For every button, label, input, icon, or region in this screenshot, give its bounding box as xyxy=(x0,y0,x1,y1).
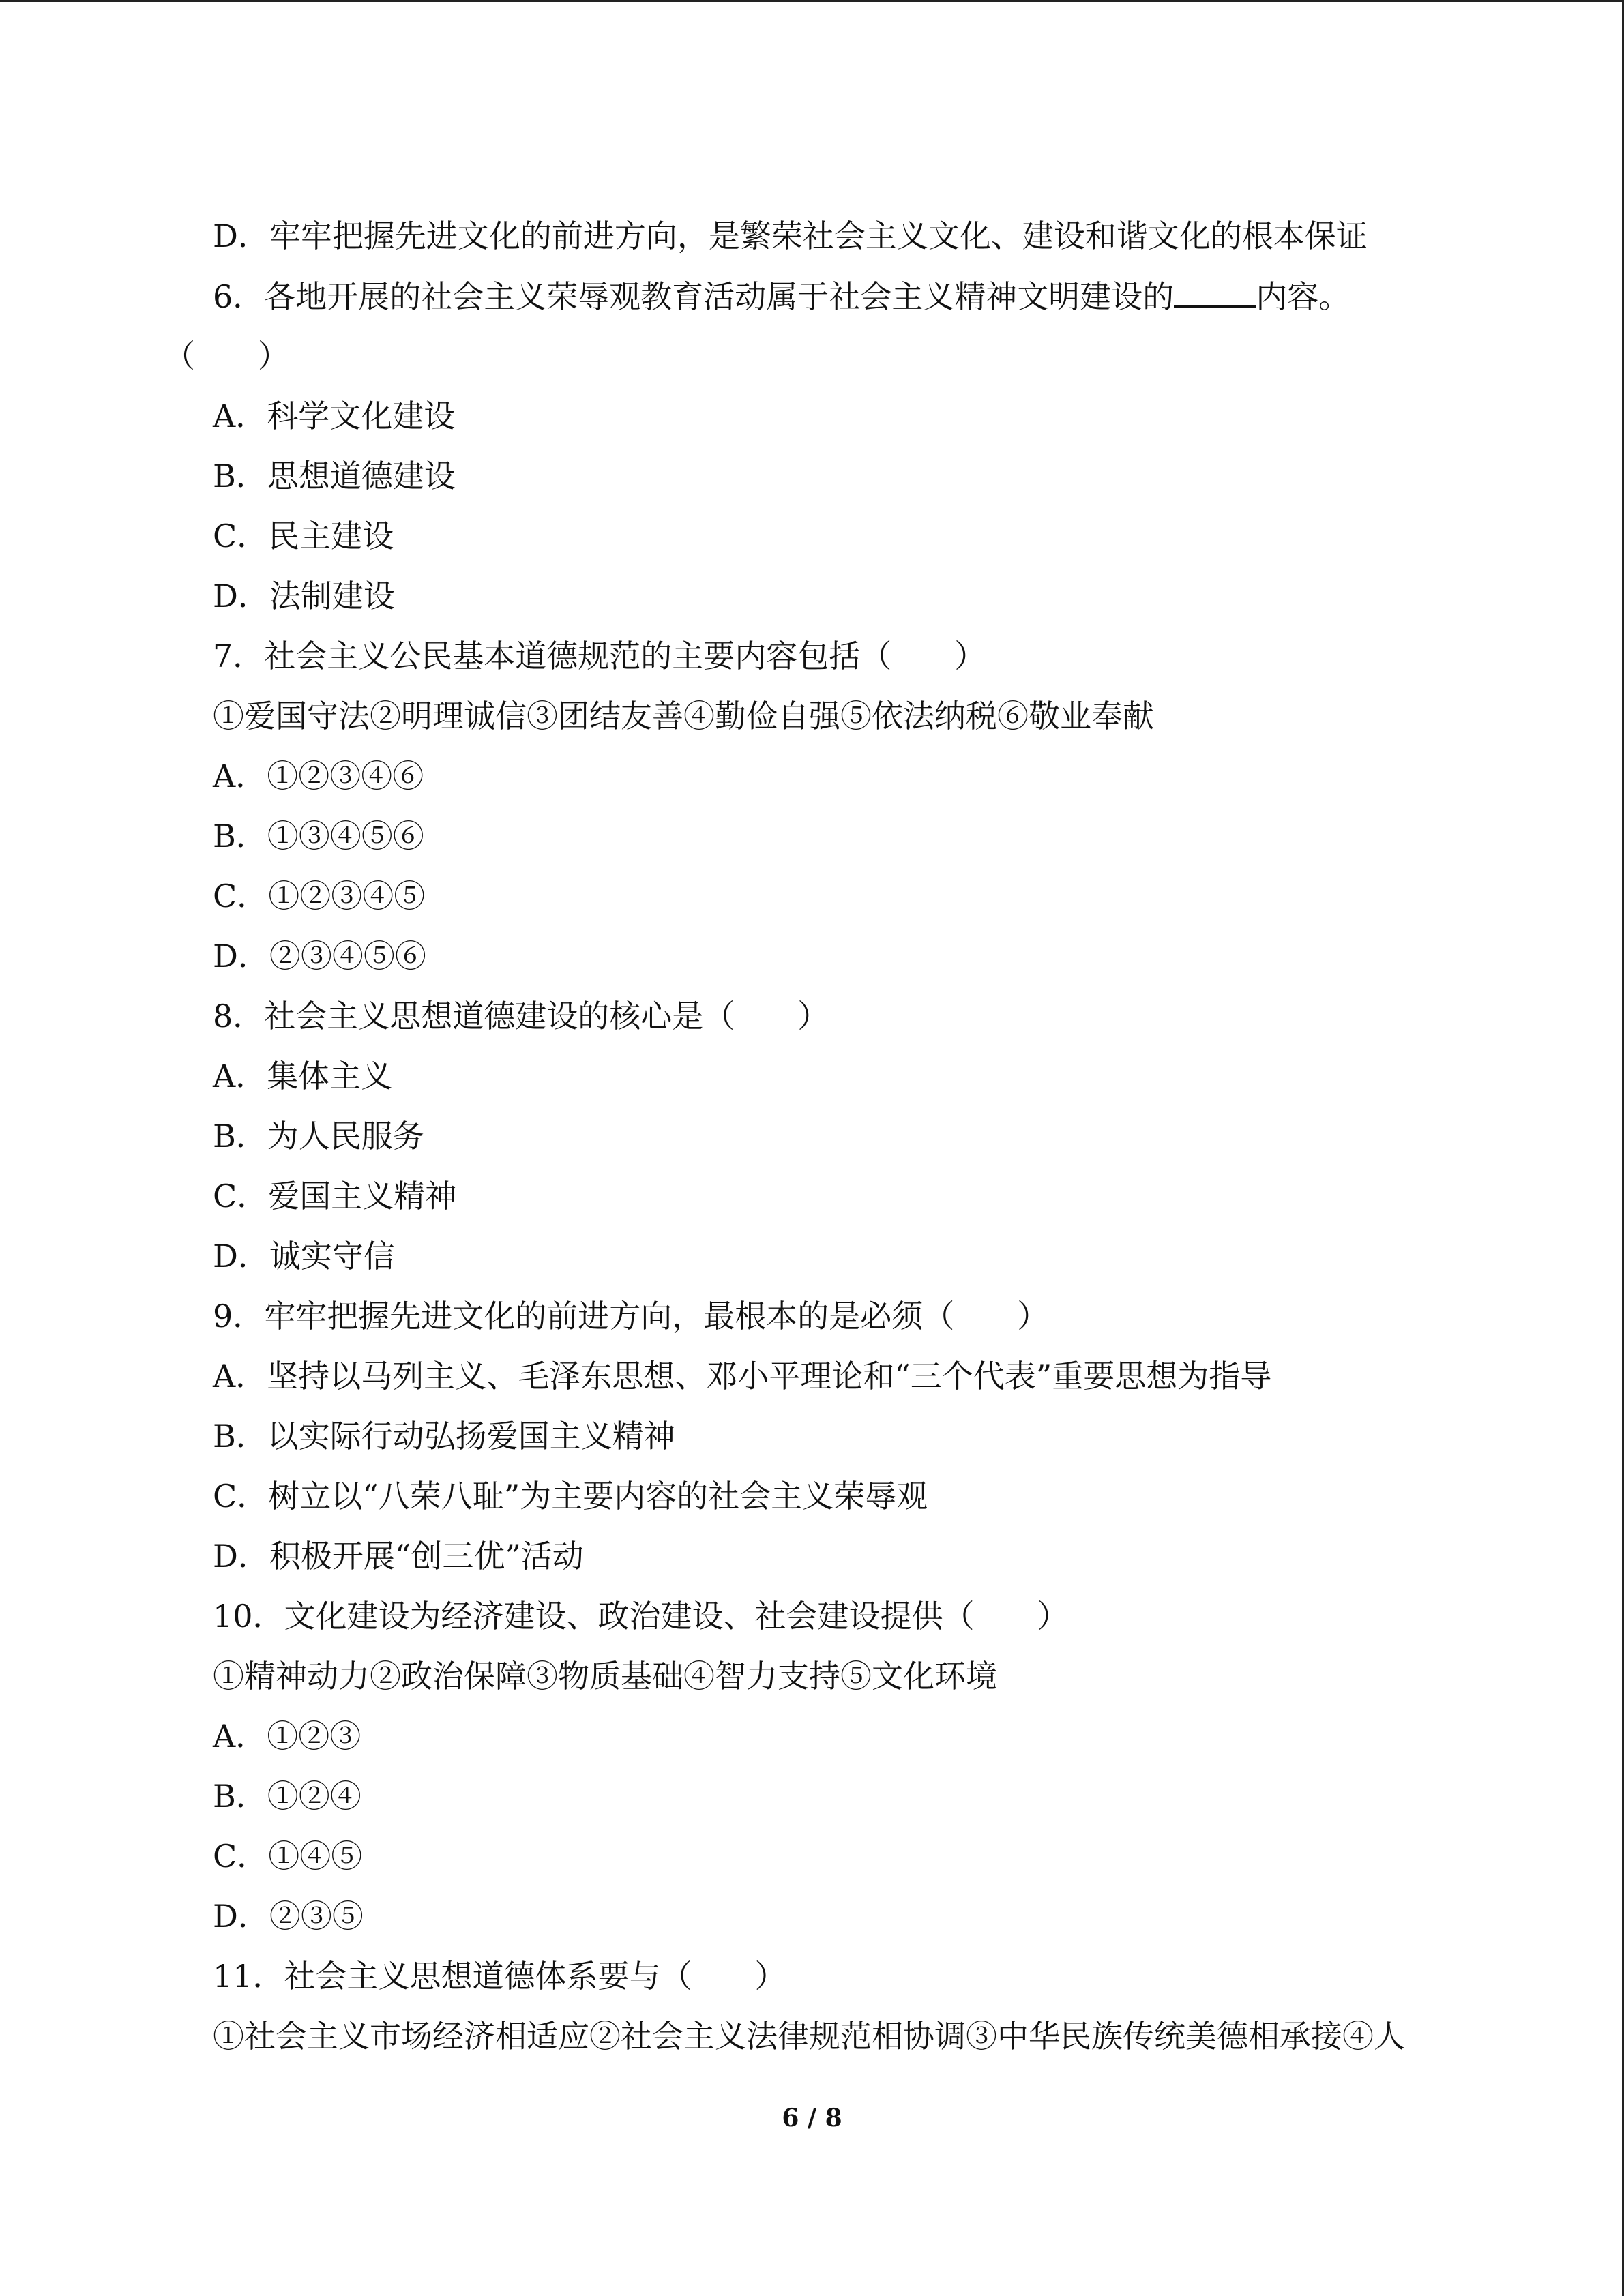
question-7: 7．社会主义公民基本道德规范的主要内容包括（ ） xyxy=(213,638,986,674)
option-a-q7: A．①②③④⑥ xyxy=(213,758,424,794)
question-9: 9．牢牢把握先进文化的前进方向，最根本的是必须（ ） xyxy=(213,1298,1049,1335)
option-d-q7: D．②③④⑤⑥ xyxy=(213,938,426,974)
question-6-paren: （ ） xyxy=(164,338,289,374)
question-10-items: ①精神动力②政治保障③物质基础④智力支持⑤文化环境 xyxy=(213,1658,997,1695)
option-b-q6: B．思想道德建设 xyxy=(213,458,456,494)
page-number: 6 / 8 xyxy=(782,2104,842,2132)
question-7-items: ①爱国守法②明理诚信③团结友善④勤俭自强⑤依法纳税⑥敬业奉献 xyxy=(213,698,1154,734)
option-b-q8: B．为人民服务 xyxy=(213,1118,424,1154)
option-b-q10: B．①②④ xyxy=(213,1778,361,1815)
option-d-q9: D．积极开展“创三优”活动 xyxy=(213,1538,584,1575)
option-d-q6: D．法制建设 xyxy=(213,578,395,614)
question-11: 11．社会主义思想道德体系要与（ ） xyxy=(213,1958,786,1995)
option-d-q10: D．②③⑤ xyxy=(213,1898,364,1935)
answer-blank xyxy=(1174,275,1256,308)
option-c-q9: C．树立以“八荣八耻”为主要内容的社会主义荣辱观 xyxy=(213,1478,928,1515)
option-d-q8: D．诚实守信 xyxy=(213,1238,395,1274)
option-c-q7: C．①②③④⑤ xyxy=(213,878,426,914)
option-c-q10: C．①④⑤ xyxy=(213,1838,363,1875)
option-a-q6: A．科学文化建设 xyxy=(213,398,456,434)
question-6-text-after: 内容。 xyxy=(1256,278,1350,315)
question-6 xyxy=(213,275,1350,317)
option-b-q9: B．以实际行动弘扬爱国主义精神 xyxy=(213,1418,675,1455)
option-c-q8: C．爱国主义精神 xyxy=(213,1178,457,1214)
option-a-q9: A．坚持以马列主义、毛泽东思想、邓小平理论和“三个代表”重要思想为指导 xyxy=(213,1358,1272,1395)
option-a-q10: A．①②③ xyxy=(213,1718,361,1755)
question-11-items: ①社会主义市场经济相适应②社会主义法律规范相协调③中华民族传统美德相承接④人 xyxy=(213,2018,1405,2055)
option-d-q5: D．牢牢把握先进文化的前进方向，是繁荣社会主义文化、建设和谐文化的根本保证 xyxy=(213,218,1368,254)
question-10: 10．文化建设为经济建设、政治建设、社会建设提供（ ） xyxy=(213,1598,1069,1635)
question-6-text-before: 6．各地开展的社会主义荣辱观教育活动属于社会主义精神文明建设的 xyxy=(213,278,1175,315)
option-c-q6: C．民主建设 xyxy=(213,518,394,554)
question-8: 8．社会主义思想道德建设的核心是（ ） xyxy=(213,998,829,1034)
option-b-q7: B．①③④⑤⑥ xyxy=(213,818,424,854)
option-a-q8: A．集体主义 xyxy=(213,1058,393,1094)
